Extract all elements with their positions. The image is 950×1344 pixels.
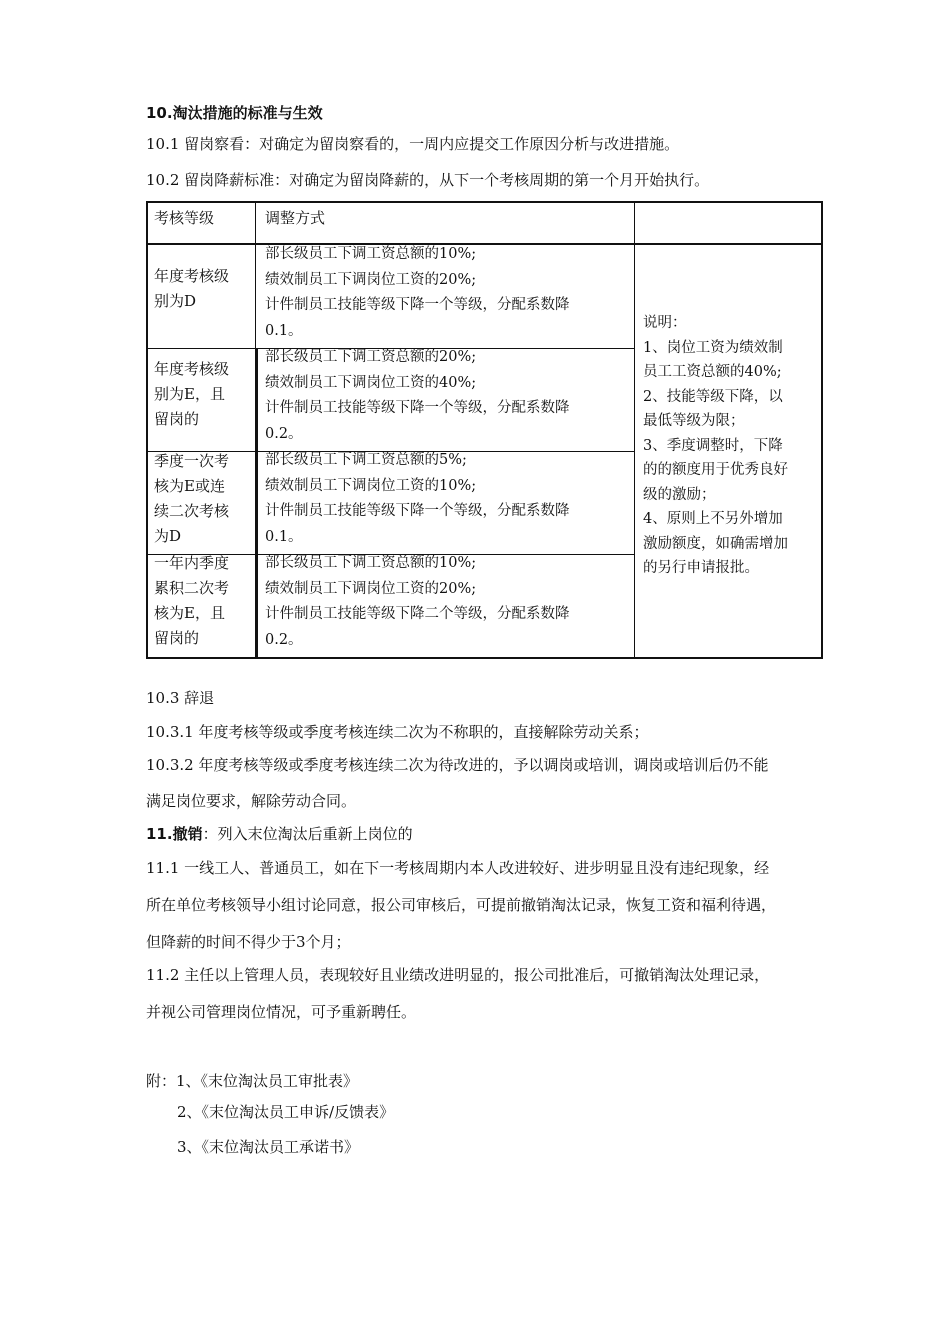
table-row-adjustment: 部长级员工下调工资总额的10%; 绩效制员工下调岗位工资的20%; 计件制员工技能等级下降一个等级，分配系数降 0.1。 xyxy=(265,246,570,339)
table-row-grade: 一年内季度 累积二次考 核为E，且 留岗的 xyxy=(154,554,230,647)
paragraph-11-2-line1: 11.2 主任以上管理人员，表现较好且业绩改进明显的，报公司批准后，可撤销淘汰处理记录， xyxy=(146,966,770,984)
paragraph-11-2-line2: 并视公司管理岗位情况，可予重新聘任。 xyxy=(146,1003,417,1021)
table-row-adjustment: 部长级员工下调工资总额的20%; 绩效制员工下调岗位工资的40%; 计件制员工技能等级下降一个等级，分配系数降 0.2。 xyxy=(265,349,570,442)
paragraph-11-1-line1: 11.1 一线工人、普通员工，如在下一考核周期内本人改进较好、进步明显且没有违纪现象，经 xyxy=(146,859,770,877)
section-10-heading: 10.淘汰措施的标准与生效 xyxy=(146,104,323,122)
table-row-adjustment: 部长级员工下调工资总额的10%; 绩效制员工下调岗位工资的20%; 计件制员工技能等级下降二个等级，分配系数降 0.2。 xyxy=(265,555,570,648)
section-10-3-heading: 10.3 辞退 xyxy=(146,689,215,707)
attachments-line3: 3、《末位淘汰员工承诺书》 xyxy=(177,1138,360,1156)
table-row-grade: 年度考核级 别为E，且 留岗的 xyxy=(154,360,230,428)
table-row-grade: 季度一次考 核为E或连 续二次考核 为D xyxy=(154,452,230,545)
paragraph-10-3-2-line1: 10.3.2 年度考核等级或季度考核连续二次为待改进的，予以调岗或培训，调岗或培训后仍不能 xyxy=(146,756,769,774)
paragraph-11-1-line3: 但降薪的时间不得少于3个月； xyxy=(146,933,351,951)
paragraph-11-1-line2: 所在单位考核领导小组讨论同意，报公司审核后，可提前撤销淘汰记录，恢复工资和福利待遇， xyxy=(146,896,777,914)
section-11-heading: 11.撤销：列入末位淘汰后重新上岗位的 xyxy=(146,825,413,843)
paragraph-10-1: 10.1 留岗察看：对确定为留岗察看的，一周内应提交工作原因分析与改进措施。 xyxy=(146,135,680,153)
demotion-standards-table xyxy=(146,201,823,659)
header-grade: 考核等级 xyxy=(154,209,215,227)
paragraph-10-2: 10.2 留岗降薪标准：对确定为留岗降薪的，从下一个考核周期的第一个月开始执行。 xyxy=(146,171,710,189)
header-adjustment: 调整方式 xyxy=(265,209,326,227)
attachments-line1: 附：1、《末位淘汰员工审批表》 xyxy=(146,1072,359,1090)
paragraph-10-3-2-line2: 满足岗位要求，解除劳动合同。 xyxy=(146,792,357,810)
table-row-grade: 年度考核级 别为D xyxy=(154,267,230,310)
table-note: 说明： 1、岗位工资为绩效制 员工工资总额的40%; 2、技能等级下降，以 最低等级为限； 3、季度调整时，下降 的的额度用于优秀良好 级的激励； 4、原则上不另外增加 激励额度，如确需增加 的另行申请报批。 xyxy=(643,315,788,576)
paragraph-10-3-1: 10.3.1 年度考核等级或季度考核连续二次为不称职的，直接解除劳动关系； xyxy=(146,723,649,741)
table-row-adjustment: 部长级员工下调工资总额的5%; 绩效制员工下调岗位工资的10%; 计件制员工技能等级下降一个等级，分配系数降 0.1。 xyxy=(265,452,570,545)
attachments-line2: 2、《末位淘汰员工申诉/反馈表》 xyxy=(177,1103,395,1121)
